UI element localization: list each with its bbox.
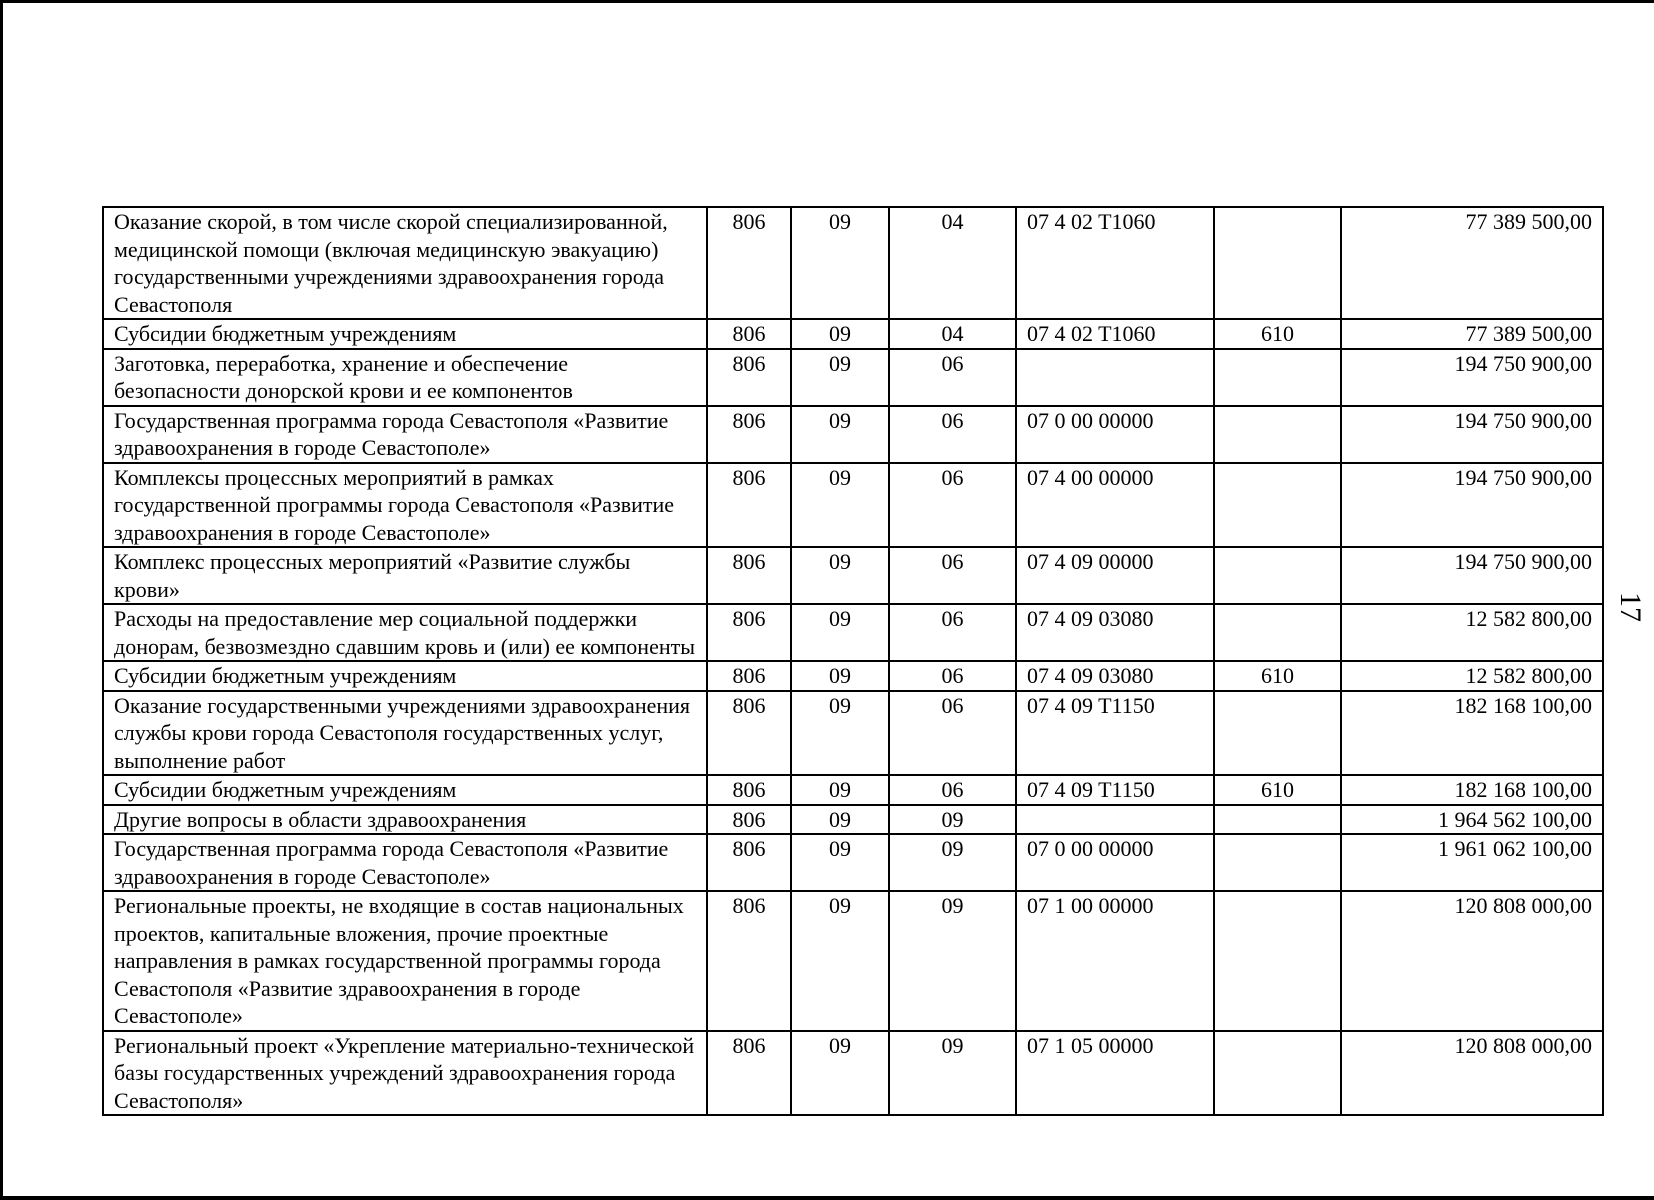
row-subsection-cell: 09 bbox=[889, 1031, 1016, 1116]
row-grbs-cell: 806 bbox=[707, 775, 791, 805]
row-grbs-cell: 806 bbox=[707, 207, 791, 319]
row-amount-cell: 77 389 500,00 bbox=[1341, 207, 1603, 319]
row-amount-cell: 120 808 000,00 bbox=[1341, 891, 1603, 1031]
row-target-article-cell: 07 0 00 00000 bbox=[1016, 406, 1214, 463]
page-edge-left bbox=[0, 0, 3, 1200]
row-amount-cell: 120 808 000,00 bbox=[1341, 1031, 1603, 1116]
row-expense-type-cell bbox=[1214, 805, 1341, 835]
row-amount-cell: 194 750 900,00 bbox=[1341, 547, 1603, 604]
row-name-cell: Субсидии бюджетным учреждениям bbox=[103, 775, 707, 805]
row-subsection-cell: 04 bbox=[889, 319, 1016, 349]
row-name-cell: Государственная программа города Севастополя «Развитие здравоохранения в городе Севастополе» bbox=[103, 834, 707, 891]
table-row bbox=[103, 547, 1603, 604]
row-expense-type-cell bbox=[1214, 547, 1341, 604]
row-section-cell: 09 bbox=[791, 207, 889, 319]
row-target-article-cell: 07 0 00 00000 bbox=[1016, 834, 1214, 891]
table-row bbox=[103, 406, 1603, 463]
row-subsection-cell: 09 bbox=[889, 805, 1016, 835]
row-expense-type-cell bbox=[1214, 349, 1341, 406]
table-row bbox=[103, 805, 1603, 835]
row-target-article-cell: 07 1 05 00000 bbox=[1016, 1031, 1214, 1116]
row-section-cell: 09 bbox=[791, 891, 889, 1031]
table-row bbox=[103, 319, 1603, 349]
page-edge-top bbox=[0, 0, 1654, 3]
row-section-cell: 09 bbox=[791, 661, 889, 691]
row-amount-cell: 194 750 900,00 bbox=[1341, 349, 1603, 406]
row-subsection-cell: 04 bbox=[889, 207, 1016, 319]
row-grbs-cell: 806 bbox=[707, 1031, 791, 1116]
row-name-cell: Субсидии бюджетным учреждениям bbox=[103, 319, 707, 349]
row-subsection-cell: 06 bbox=[889, 406, 1016, 463]
row-section-cell: 09 bbox=[791, 406, 889, 463]
row-grbs-cell: 806 bbox=[707, 406, 791, 463]
row-expense-type-cell bbox=[1214, 207, 1341, 319]
row-amount-cell: 182 168 100,00 bbox=[1341, 691, 1603, 776]
row-name-cell: Субсидии бюджетным учреждениям bbox=[103, 661, 707, 691]
row-section-cell: 09 bbox=[791, 319, 889, 349]
row-expense-type-cell bbox=[1214, 891, 1341, 1031]
row-name-cell: Другие вопросы в области здравоохранения bbox=[103, 805, 707, 835]
row-expense-type-cell bbox=[1214, 691, 1341, 776]
row-target-article-cell: 07 4 00 00000 bbox=[1016, 463, 1214, 548]
row-name-cell: Заготовка, переработка, хранение и обеспечение безопасности донорской крови и ее компонентов bbox=[103, 349, 707, 406]
row-subsection-cell: 06 bbox=[889, 463, 1016, 548]
row-target-article-cell: 07 4 09 03080 bbox=[1016, 604, 1214, 661]
row-expense-type-cell bbox=[1214, 604, 1341, 661]
row-grbs-cell: 806 bbox=[707, 834, 791, 891]
row-amount-cell: 12 582 800,00 bbox=[1341, 661, 1603, 691]
row-target-article-cell: 07 4 09 03080 bbox=[1016, 661, 1214, 691]
table-row bbox=[103, 349, 1603, 406]
row-grbs-cell: 806 bbox=[707, 891, 791, 1031]
row-target-article-cell: 07 4 02 T1060 bbox=[1016, 207, 1214, 319]
page-edge-bottom bbox=[0, 1196, 1654, 1200]
row-name-cell: Оказание государственными учреждениями здравоохранения службы крови города Севастополя государственных услуг, выполнение работ bbox=[103, 691, 707, 776]
row-grbs-cell: 806 bbox=[707, 604, 791, 661]
row-grbs-cell: 806 bbox=[707, 547, 791, 604]
row-amount-cell: 194 750 900,00 bbox=[1341, 406, 1603, 463]
row-expense-type-cell: 610 bbox=[1214, 319, 1341, 349]
row-name-cell: Комплекс процессных мероприятий «Развитие службы крови» bbox=[103, 547, 707, 604]
row-grbs-cell: 806 bbox=[707, 691, 791, 776]
row-target-article-cell bbox=[1016, 349, 1214, 406]
row-name-cell: Государственная программа города Севастополя «Развитие здравоохранения в городе Севастополе» bbox=[103, 406, 707, 463]
row-name-cell: Региональный проект «Укрепление материально-технической базы государственных учреждений здравоохранения города Севастополя» bbox=[103, 1031, 707, 1116]
row-expense-type-cell bbox=[1214, 463, 1341, 548]
row-expense-type-cell: 610 bbox=[1214, 661, 1341, 691]
row-subsection-cell: 06 bbox=[889, 775, 1016, 805]
row-expense-type-cell: 610 bbox=[1214, 775, 1341, 805]
row-subsection-cell: 06 bbox=[889, 691, 1016, 776]
row-amount-cell: 1 964 562 100,00 bbox=[1341, 805, 1603, 835]
table-row bbox=[103, 891, 1603, 1031]
row-section-cell: 09 bbox=[791, 834, 889, 891]
table-row bbox=[103, 604, 1603, 661]
row-expense-type-cell bbox=[1214, 406, 1341, 463]
row-section-cell: 09 bbox=[791, 463, 889, 548]
row-section-cell: 09 bbox=[791, 805, 889, 835]
row-name-cell: Комплексы процессных мероприятий в рамках государственной программы города Севастополя «Развитие здравоохранения в городе Севастополе» bbox=[103, 463, 707, 548]
row-target-article-cell: 07 4 02 T1060 bbox=[1016, 319, 1214, 349]
row-section-cell: 09 bbox=[791, 1031, 889, 1116]
table-row bbox=[103, 463, 1603, 548]
row-section-cell: 09 bbox=[791, 349, 889, 406]
row-subsection-cell: 06 bbox=[889, 661, 1016, 691]
row-subsection-cell: 06 bbox=[889, 349, 1016, 406]
row-subsection-cell: 09 bbox=[889, 834, 1016, 891]
row-grbs-cell: 806 bbox=[707, 661, 791, 691]
row-name-cell: Оказание скорой, в том числе скорой специализированной, медицинской помощи (включая медицинскую эвакуацию) государственными учреждениями здравоохранения города Севастополя bbox=[103, 207, 707, 319]
row-subsection-cell: 06 bbox=[889, 604, 1016, 661]
table-row bbox=[103, 207, 1603, 319]
row-target-article-cell bbox=[1016, 805, 1214, 835]
row-section-cell: 09 bbox=[791, 691, 889, 776]
row-target-article-cell: 07 4 09 T1150 bbox=[1016, 775, 1214, 805]
table-row bbox=[103, 691, 1603, 776]
table-body bbox=[103, 207, 1603, 1115]
table-row bbox=[103, 775, 1603, 805]
row-amount-cell: 194 750 900,00 bbox=[1341, 463, 1603, 548]
row-section-cell: 09 bbox=[791, 547, 889, 604]
row-grbs-cell: 806 bbox=[707, 805, 791, 835]
row-target-article-cell: 07 4 09 T1150 bbox=[1016, 691, 1214, 776]
row-amount-cell: 77 389 500,00 bbox=[1341, 319, 1603, 349]
page-number: 17 bbox=[1614, 592, 1647, 622]
row-section-cell: 09 bbox=[791, 775, 889, 805]
table-row bbox=[103, 661, 1603, 691]
row-name-cell: Расходы на предоставление мер социальной поддержки донорам, безвозмездно сдавшим кровь и (или) ее компоненты bbox=[103, 604, 707, 661]
row-subsection-cell: 09 bbox=[889, 891, 1016, 1031]
row-target-article-cell: 07 1 00 00000 bbox=[1016, 891, 1214, 1031]
table-row bbox=[103, 1031, 1603, 1116]
row-grbs-cell: 806 bbox=[707, 319, 791, 349]
table-row bbox=[103, 834, 1603, 891]
row-subsection-cell: 06 bbox=[889, 547, 1016, 604]
row-amount-cell: 12 582 800,00 bbox=[1341, 604, 1603, 661]
row-amount-cell: 1 961 062 100,00 bbox=[1341, 834, 1603, 891]
budget-table bbox=[102, 206, 1604, 1116]
row-target-article-cell: 07 4 09 00000 bbox=[1016, 547, 1214, 604]
row-grbs-cell: 806 bbox=[707, 463, 791, 548]
row-name-cell: Региональные проекты, не входящие в состав национальных проектов, капитальные вложения, прочие проектные направления в рамках государственной программы города Севастополя «Развитие здравоохранения в городе Севастополе» bbox=[103, 891, 707, 1031]
row-section-cell: 09 bbox=[791, 604, 889, 661]
row-expense-type-cell bbox=[1214, 834, 1341, 891]
row-expense-type-cell bbox=[1214, 1031, 1341, 1116]
row-amount-cell: 182 168 100,00 bbox=[1341, 775, 1603, 805]
row-grbs-cell: 806 bbox=[707, 349, 791, 406]
